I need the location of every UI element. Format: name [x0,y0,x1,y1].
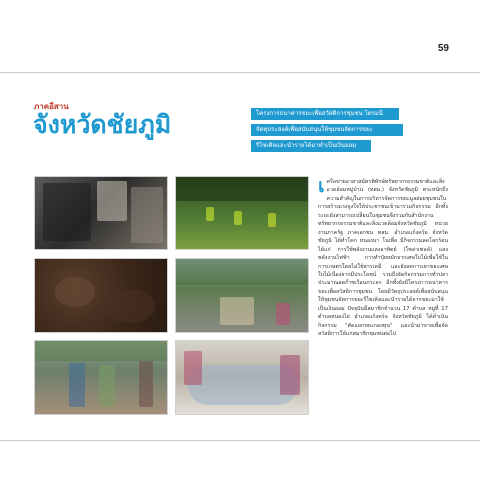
article-text: ครือข่ายอาสาสมัครพิทักษ์ทรัพยากรธรรมชาติและสิ่งแวดล้อมหมู่บ้าน (ทสม.) จังหวัดชัยภูมิ ตระหนักถึงความสำคัญในการบริหารจัดการขยะมูลฝอยชุมชนในการสร้างแรงจูงใจให้ประชาชนเข้ามาร่วมกิจกรรม อีกทั้งระยะยังสามารถเปลี่ยนในชุมชนจึงร่วมกับสำนักงานทรัพยากรธรรมชาติและสิ่งแวดล้อมจังหวัดชัยภูมิ หน่วยงานภาครัฐ ภาคเอกชน ทสม. อำเภอแก้งคร้อ จังหวัดชัยภูมิ ได้ทำโคก หนองนา โนเพื่อ มีกิจกรรมลดโลกร้อน ได้แก่ การใช้พลังงานแสงอาทิตย์ (โซล่าเซลล์) แสงพลังงานไฟฟ้า การทำปุ๋ยหมักจากเศษใบไม้เพื่อใช้ในการเกษตรโดยไม่ใช้สารเคมี และยังลดการเผาขยะเศษใบไม้เนื่องจากมีประโยชน์ รวมถึงจัดกิจกรรมการทำปลาประมาณลดก๊าซเรือนกระจก อีกทั้งยังมีโครงการธนาคารขยะเพื่อสวัสดิการชุมชน โดยมีวัตถุประสงค์เพื่อสนับสนุนให้ชุมชนจัดการขยะรีไซเคิลและนำรายได้จากขยะมาใช้เป็นเงินออม ปัจจุบันมีสมาชิกจำนวน 17 ตำบล หมู่ที่ 17 ตำบลหนองไผ่ อำเภอแก้งคร้อ จังหวัดชัยภูมิ ได้ดำเนินกิจกรรม "คัดแยกขยะกองทุน" และนำมาขายเพื่อจัดสวัสดิการให้แก่สมาชิกชุมชนต่อไป [318,179,448,338]
compost-soil-photo [34,258,168,333]
market-vendors-photo [34,340,168,415]
workers-in-green-field-photo [175,176,309,250]
community-market-photo [175,258,309,333]
project-tag: ริไซเคิลและนำรายได้มาทำเป็นเงินออม [251,140,371,152]
bottom-divider [0,440,480,441]
article-body [318,175,448,339]
dropcap: เ [318,175,325,197]
province-title: จังหวัดชัยภูมิ [33,110,172,139]
counting-recyclables-at-table-photo [175,340,309,415]
project-tags [251,108,403,156]
top-divider [0,72,480,73]
project-tag: จัดทุประสงค์เพื่อสนับสนุนให้ชุมชนจัดการขยะ [251,124,403,136]
region-label: ภาคอีสาน [34,102,69,111]
project-tag: โครงการธนาคารขยะเพื่อสวัสดิการชุมชน ไตรมนี [251,108,399,120]
page-number: 59 [437,43,449,54]
plastic-waste-bales-photo [34,176,168,250]
